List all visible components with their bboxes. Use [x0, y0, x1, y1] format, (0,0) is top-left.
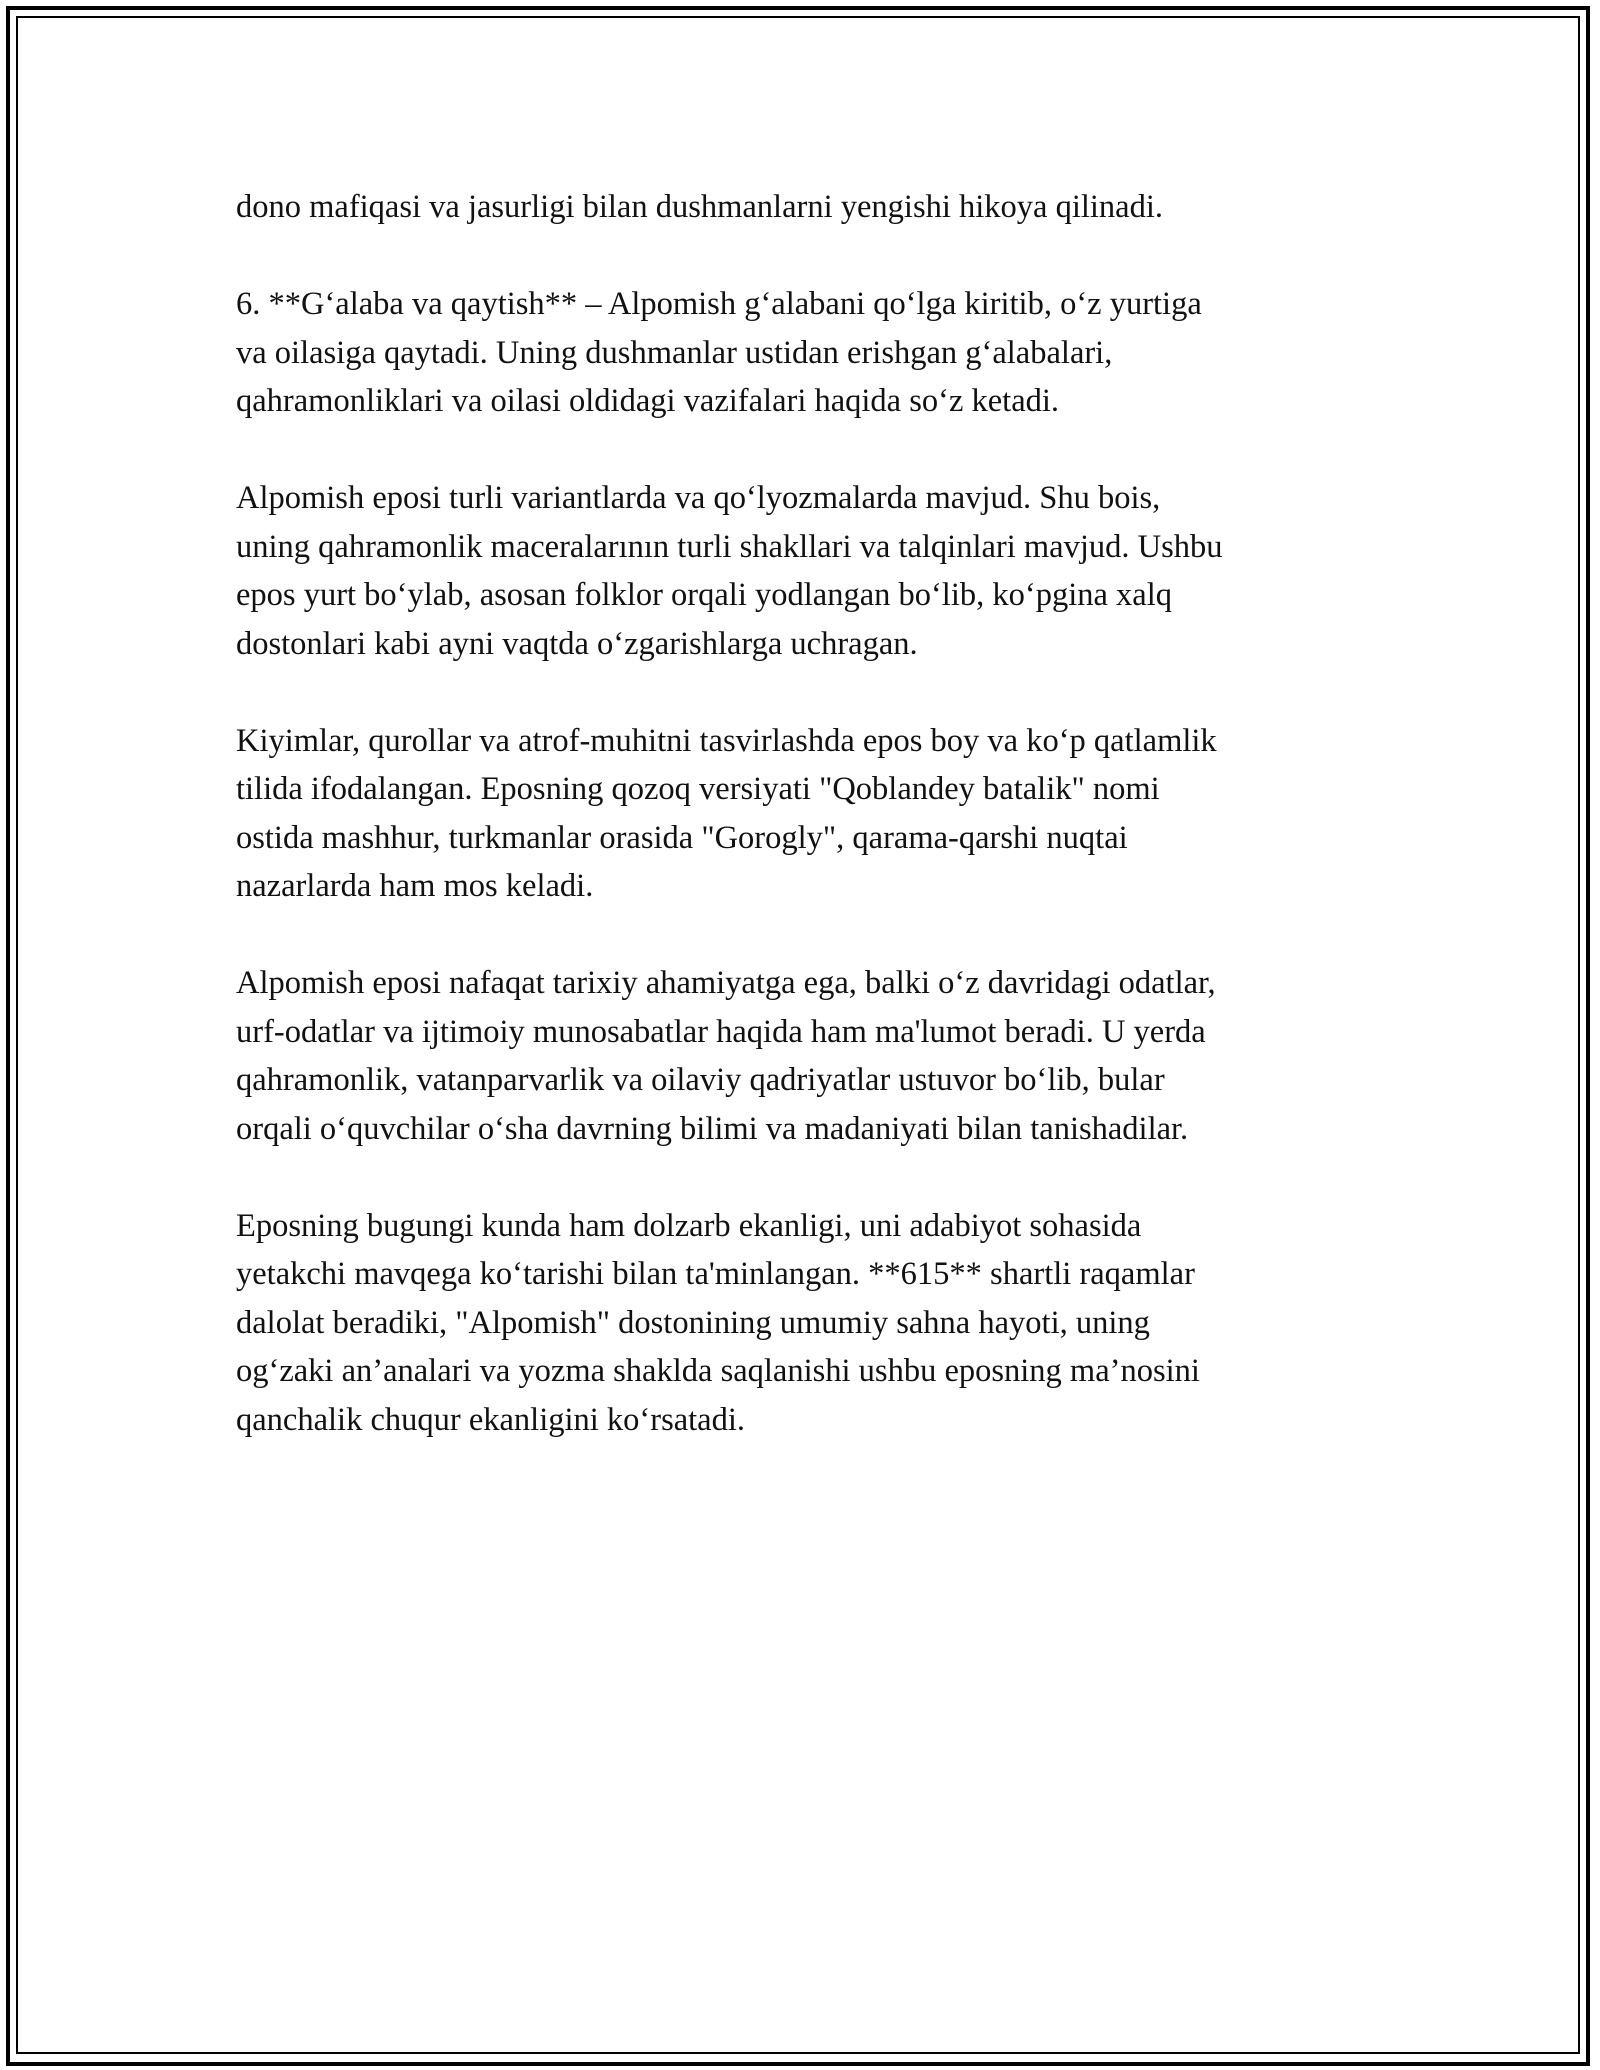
paragraph-historical-significance: Alpomish eposi nafaqat tarixiy ahamiyatga ega, balki o‘z davridagi odatlar, urf-odatlar va ijtimoiy munosabatlar haqida ham ma'lumot beradi. U yerda qahramonlik, vatanparvarlik va oilaviy qadriyatlar ustuvor bo‘lib, bular orqali o‘quvchilar o‘sha davrning bilimi va madaniyati bilan tanishadilar. — [236, 965, 1216, 1147]
paragraph-language-and-versions: Kiyimlar, qurollar va atrof-muhitni tasvirlashda epos boy va ko‘p qatlamlik tilida ifodalangan. Eposning qozoq versiyati "Qoblandey batalik" nomi ostida mashhur, turkmanlar orasida "Gorogly", qarama-qarshi nuqtai nazarlarda ham mos keladi. — [236, 722, 1217, 904]
paragraph-variants: Alpomish eposi turli variantlarda va qo‘lyozmalarda mavjud. Shu bois, uning qahramonlik maceralarının turli shakllari va talqinlari mavjud. Ushbu epos yurt bo‘ylab, asosan folklor orqali yodlangan bo‘lib, ko‘pgina xalq dostonlari kabi ayni vaqtda o‘zgarishlarga uchragan. — [236, 480, 1223, 662]
paragraph-continuation: dono mafiqasi va jasurligi bilan dushmanlarni yengishi hikoya qilinadi. — [236, 189, 1163, 225]
paragraph-relevance-today: Eposning bugungi kunda ham dolzarb ekanligi, uni adabiyot sohasida yetakchi mavqega ko‘tarishi bilan ta'minlangan. **615** shartli raqamlar dalolat beradiki, "Alpomish" dostonining umumiy sahna hayoti, uning og‘zaki an’analari va yozma shaklda saqlanishi ushbu eposning ma’nosini qanchalik chuqur ekanligini ko‘rsatadi. — [236, 1207, 1200, 1438]
paragraph-victory-and-return: 6. **G‘alaba va qaytish** – Alpomish g‘alabani qo‘lga kiritib, o‘z yurtiga va oilasiga qaytadi. Uning dushmanlar ustidan erishgan g‘alabalari, qahramonliklari va oilasi oldidagi vazifalari haqida so‘z ketadi. — [236, 286, 1202, 419]
document-body — [236, 183, 1366, 1444]
